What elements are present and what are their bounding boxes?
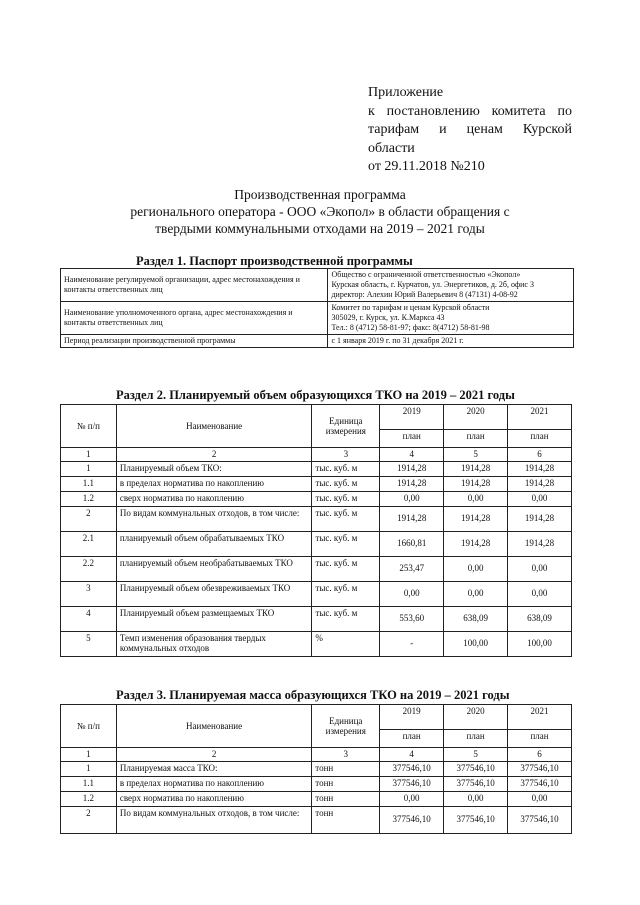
header-year: 2019 (380, 705, 444, 730)
appendix-block (368, 84, 572, 177)
row-value: 1914,28 (508, 476, 572, 491)
row-value: 1914,28 (380, 506, 444, 531)
table-row (61, 791, 572, 806)
row-name: в пределах норматива по накоплению (116, 476, 312, 491)
row-value: 1914,28 (508, 506, 572, 531)
table-row (61, 581, 572, 606)
appendix-line: тарифам и ценам Курской (368, 122, 572, 137)
index-cell: 4 (380, 748, 444, 762)
row-name: Планируемая масса ТКО: (116, 761, 311, 776)
row-unit: тыс. куб. м (312, 491, 380, 506)
header-num: № п/п (61, 405, 117, 448)
header-num: № п/п (61, 705, 117, 748)
row-number: 1.2 (61, 791, 117, 806)
row-value: 1914,28 (380, 461, 444, 476)
row-value: 0,00 (444, 791, 508, 806)
row-number: 1 (61, 461, 117, 476)
volume-table (60, 404, 572, 657)
index-cell: 6 (508, 748, 572, 762)
row-value: 0,00 (380, 581, 444, 606)
row-name: планируемый объем необрабатываемых ТКО (116, 556, 312, 581)
passport-value (328, 269, 574, 302)
header-year: 2021 (508, 705, 572, 730)
row-unit: тыс. куб. м (312, 476, 380, 491)
row-value: 377546,10 (444, 806, 508, 833)
row-value: 1914,28 (380, 476, 444, 491)
row-value: 377546,10 (380, 806, 444, 833)
table-index-row (61, 448, 572, 462)
header-name: Наименование (116, 405, 312, 448)
section-1-title: Раздел 1. Паспорт производственной программы (136, 254, 413, 268)
appendix-date: от 29.11.2018 №210 (368, 159, 485, 174)
row-value: 0,00 (444, 581, 508, 606)
table-row (61, 491, 572, 506)
row-unit: тонн (312, 776, 380, 791)
row-value: 1914,28 (508, 531, 572, 556)
row-unit: тонн (312, 761, 380, 776)
header-unit: Единица измерения (312, 405, 380, 448)
index-cell: 2 (116, 448, 312, 462)
row-name: Темп изменения образования твердых коммунальных отходов (116, 631, 312, 656)
row-unit: % (312, 631, 380, 656)
table-header-row (61, 405, 572, 430)
row-value: 377546,10 (444, 761, 508, 776)
row-number: 4 (61, 606, 117, 631)
table-index-row (61, 748, 572, 762)
table-row (61, 761, 572, 776)
row-value: 0,00 (380, 491, 444, 506)
row-value: 0,00 (508, 556, 572, 581)
index-cell: 3 (312, 748, 380, 762)
passport-line: директор: Алехин Юрий Валерьевич 8 (47131) 4-08-92 (331, 290, 518, 299)
row-unit: тыс. куб. м (312, 506, 380, 531)
row-value: 377546,10 (380, 776, 444, 791)
row-value: 377546,10 (508, 776, 572, 791)
passport-table (60, 268, 574, 348)
row-unit: тыс. куб. м (312, 606, 380, 631)
table-row (61, 476, 572, 491)
passport-line: 305029, г. Курск, ул. К.Маркса 43 (331, 313, 445, 322)
title-line: регионального оператора - ООО «Экопол» в области обращения с (130, 204, 510, 219)
row-value: 377546,10 (444, 776, 508, 791)
index-cell: 6 (508, 448, 572, 462)
row-value: 553,60 (380, 606, 444, 631)
table-row (61, 269, 574, 302)
passport-value (328, 302, 574, 335)
row-value: 1914,28 (508, 461, 572, 476)
row-unit: тыс. куб. м (312, 556, 380, 581)
index-cell: 5 (444, 748, 508, 762)
row-number: 2.1 (61, 531, 117, 556)
row-value: 100,00 (508, 631, 572, 656)
row-value: 1914,28 (444, 461, 508, 476)
title-line: Производственная программа (234, 187, 406, 202)
row-number: 1.1 (61, 476, 117, 491)
row-unit: тыс. куб. м (312, 461, 380, 476)
row-number: 1 (61, 761, 117, 776)
row-value: 0,00 (508, 791, 572, 806)
row-value: 377546,10 (508, 806, 572, 833)
row-name: планируемый объем обрабатываемых ТКО (116, 531, 312, 556)
header-plan: план (380, 730, 444, 748)
table-row (61, 302, 574, 335)
row-name: По видам коммунальных отходов, в том числе: (116, 806, 311, 833)
row-unit: тыс. куб. м (312, 531, 380, 556)
row-value: 1914,28 (444, 506, 508, 531)
passport-line: Общество с ограниченной ответственностью «Экопол» (331, 270, 521, 279)
header-year: 2020 (444, 705, 508, 730)
row-value: 253,47 (380, 556, 444, 581)
row-value: 1914,28 (444, 476, 508, 491)
passport-line: Тел.: 8 (4712) 58-81-97; факс: 8(4712) 58-81-98 (331, 323, 490, 332)
row-name: сверх норматива по накоплению (116, 791, 311, 806)
index-cell: 5 (444, 448, 508, 462)
index-cell: 1 (61, 448, 117, 462)
table-row (61, 556, 572, 581)
row-value: 0,00 (508, 581, 572, 606)
header-plan: план (444, 730, 508, 748)
row-name: По видам коммунальных отходов, в том числе: (116, 506, 312, 531)
row-value: 377546,10 (380, 761, 444, 776)
appendix-line: к постановлению комитета по (368, 103, 572, 119)
table-header-row (61, 705, 572, 730)
row-value: 1660,81 (380, 531, 444, 556)
header-plan: план (508, 730, 572, 748)
header-year: 2021 (508, 405, 572, 430)
passport-label: Наименование регулируемой организации, адрес местонахождения и контакты ответственных лиц (61, 269, 328, 302)
index-cell: 3 (312, 448, 380, 462)
passport-line: Комитет по тарифам и ценам Курской области (331, 303, 490, 312)
appendix-line: Приложение (368, 85, 444, 100)
header-unit: Единица измерения (312, 705, 380, 748)
header-year: 2020 (444, 405, 508, 430)
index-cell: 4 (380, 448, 444, 462)
row-name: Планируемый объем ТКО: (116, 461, 312, 476)
table-row (61, 606, 572, 631)
document-title (90, 186, 550, 237)
passport-value: с 1 января 2019 г. по 31 декабря 2021 г. (328, 335, 574, 348)
passport-line: Курская область, г. Курчатов, ул. Энергетиков, д. 2б, офис 3 (331, 280, 534, 289)
row-name: Планируемый объем размещаемых ТКО (116, 606, 312, 631)
row-name: сверх норматива по накоплению (116, 491, 312, 506)
table-row (61, 806, 572, 833)
passport-label: Наименование уполномоченного органа, адрес местонахождения и контакты ответственных лиц (61, 302, 328, 335)
title-line: твердыми коммунальными отходами на 2019 – 2021 годы (155, 221, 485, 236)
row-value: 0,00 (380, 791, 444, 806)
row-number: 3 (61, 581, 117, 606)
row-number: 2 (61, 506, 117, 531)
row-value: - (380, 631, 444, 656)
row-value: 377546,10 (508, 761, 572, 776)
row-number: 2 (61, 806, 117, 833)
table-row (61, 776, 572, 791)
header-year: 2019 (380, 405, 444, 430)
header-plan: план (508, 430, 572, 448)
header-plan: план (444, 430, 508, 448)
table-row (61, 461, 572, 476)
row-value: 638,09 (444, 606, 508, 631)
index-cell: 1 (61, 748, 117, 762)
row-name: в пределах норматива по накоплению (116, 776, 311, 791)
table-row (61, 506, 572, 531)
table-row (61, 631, 572, 656)
table-row (61, 531, 572, 556)
row-number: 1.2 (61, 491, 117, 506)
table-row (61, 335, 574, 348)
row-unit: тонн (312, 791, 380, 806)
row-value: 100,00 (444, 631, 508, 656)
row-number: 1.1 (61, 776, 117, 791)
section-3-title: Раздел 3. Планируемая масса образующихся ТКО на 2019 – 2021 годы (116, 688, 510, 702)
row-unit: тонн (312, 806, 380, 833)
row-unit: тыс. куб. м (312, 581, 380, 606)
row-value: 1914,28 (444, 531, 508, 556)
index-cell: 2 (116, 748, 311, 762)
header-name: Наименование (116, 705, 311, 748)
mass-table (60, 704, 572, 834)
row-number: 5 (61, 631, 117, 656)
appendix-line: области (368, 140, 415, 156)
header-plan: план (380, 430, 444, 448)
row-value: 0,00 (508, 491, 572, 506)
section-2-title: Раздел 2. Планируемый объем образующихся ТКО на 2019 – 2021 годы (116, 388, 515, 402)
passport-label: Период реализации производственной программы (61, 335, 328, 348)
row-value: 638,09 (508, 606, 572, 631)
row-value: 0,00 (444, 491, 508, 506)
row-number: 2.2 (61, 556, 117, 581)
row-value: 0,00 (444, 556, 508, 581)
row-name: Планируемый объем обезвреживаемых ТКО (116, 581, 312, 606)
